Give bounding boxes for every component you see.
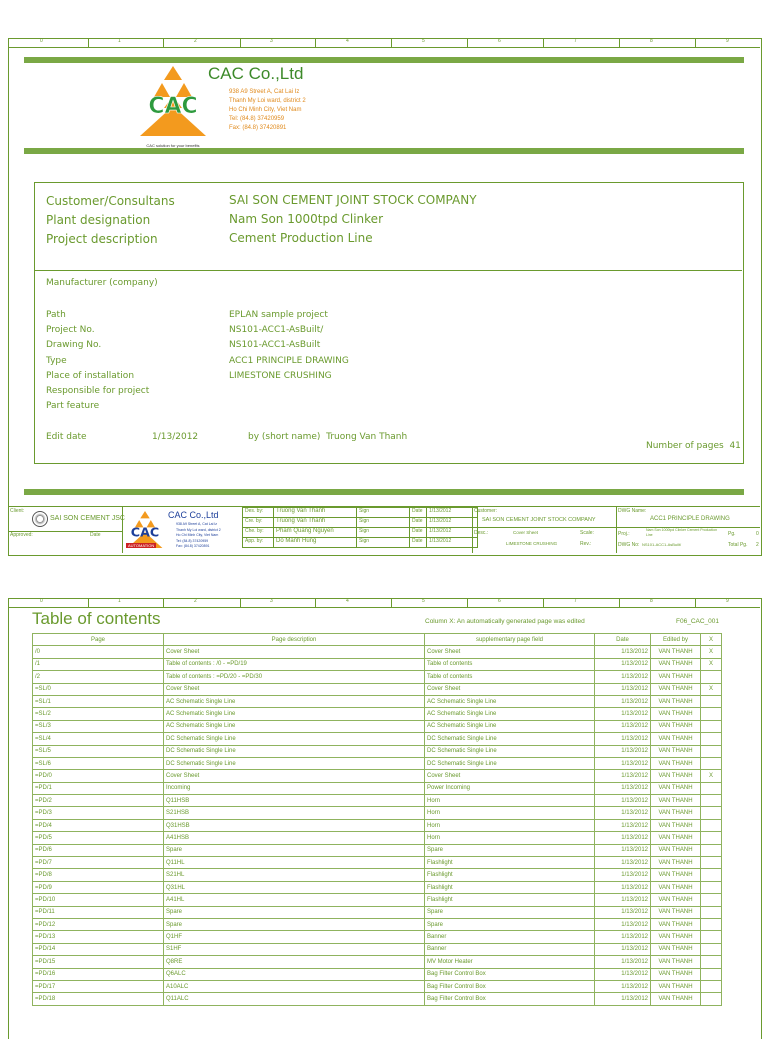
col-x-header: X <box>701 634 722 646</box>
table-row <box>33 733 722 745</box>
table-cell: Horn <box>425 819 595 831</box>
table-cell <box>701 695 722 707</box>
top-ruler-cover: 0 1 2 3 4 5 6 7 8 9 <box>8 38 760 48</box>
tb-client-name: SAI SON CEMENT JSC <box>50 515 125 522</box>
table-cell: VAN THANH <box>651 918 701 930</box>
tb-proj-value: Nam Son 1000tpd Clinker Cement Production Line <box>646 528 718 537</box>
tb-desc1: Cover Sheet <box>513 530 539 535</box>
table-cell: =PD/12 <box>33 918 164 930</box>
table-cell: DC Schematic Single Line <box>425 757 595 769</box>
tb-dwg-no: NS101-ACC1-AsBuilt/ <box>642 542 682 547</box>
field-values: EPLAN sample project NS101-ACC1-AsBuilt/ NS101-ACC1-AsBuilt ACC1 PRINCIPLE DRAWING LIMESTONE CRUSHING <box>229 310 349 381</box>
table-cell: Cover Sheet <box>164 646 425 658</box>
table-row <box>33 757 722 769</box>
table-cell: X <box>701 646 722 658</box>
table-cell: 1/13/2012 <box>595 918 651 930</box>
table-cell: =PD/4 <box>33 819 164 831</box>
table-cell <box>701 956 722 968</box>
tb-customer-value: SAI SON CEMENT JOINT STOCK COMPANY <box>482 517 596 523</box>
table-cell: =PD/11 <box>33 906 164 918</box>
header-top-bar <box>24 57 744 63</box>
table-cell: VAN THANH <box>651 695 701 707</box>
table-row <box>33 881 722 893</box>
table-cell: Q31HSB <box>164 819 425 831</box>
footer-bar <box>24 489 744 495</box>
table-cell: Bag Filter Control Box <box>425 993 595 1005</box>
table-cell: Cover Sheet <box>425 646 595 658</box>
table-cell: A10ALC <box>164 980 425 992</box>
table-row <box>33 819 722 831</box>
table-cell <box>701 757 722 769</box>
table-cell: =PD/13 <box>33 931 164 943</box>
table-cell: AC Schematic Single Line <box>164 720 425 732</box>
table-cell <box>701 894 722 906</box>
table-cell: Spare <box>425 844 595 856</box>
table-cell: S1HF <box>164 943 425 955</box>
table-cell: =PD/7 <box>33 857 164 869</box>
tb-pg-label: Pg. <box>728 531 736 537</box>
table-cell <box>701 980 722 992</box>
table-cell: /2 <box>33 671 164 683</box>
tb-date: Date <box>90 532 101 538</box>
table-row <box>33 695 722 707</box>
table-cell: =SL/4 <box>33 733 164 745</box>
table-cell: Table of contents <box>425 658 595 670</box>
table-cell: Horn <box>425 832 595 844</box>
table-cell <box>701 918 722 930</box>
table-cell: Flashlight <box>425 869 595 881</box>
top-ruler-toc: 0 1 2 3 4 5 6 7 8 9 <box>8 598 760 608</box>
table-cell: 1/13/2012 <box>595 857 651 869</box>
table-cell: AC Schematic Single Line <box>164 695 425 707</box>
table-cell: 1/13/2012 <box>595 671 651 683</box>
table-cell: 1/13/2012 <box>595 956 651 968</box>
table-cell: Horn <box>425 807 595 819</box>
tb-dwg-name-label: DWG Name: <box>618 508 647 514</box>
table-row <box>33 980 722 992</box>
table-cell: =PD/8 <box>33 869 164 881</box>
table-cell: Table of contents : =PD/20 - =PD/30 <box>164 671 425 683</box>
table-cell: VAN THANH <box>651 708 701 720</box>
tb-rev-label: Rev.: <box>580 541 592 547</box>
table-row <box>33 931 722 943</box>
table-row <box>33 795 722 807</box>
table-cell: =PD/15 <box>33 956 164 968</box>
table-cell <box>701 745 722 757</box>
table-cell: AC Schematic Single Line <box>425 695 595 707</box>
table-cell: 1/13/2012 <box>595 881 651 893</box>
table-cell: 1/13/2012 <box>595 646 651 658</box>
table-cell: VAN THANH <box>651 646 701 658</box>
table-cell: VAN THANH <box>651 782 701 794</box>
table-cell: =SL/1 <box>33 695 164 707</box>
project-labels: Customer/Consultans Plant designation Project description <box>46 194 175 246</box>
table-cell: 1/13/2012 <box>595 819 651 831</box>
table-row <box>33 770 722 782</box>
table-cell: X <box>701 658 722 670</box>
table-cell <box>701 782 722 794</box>
table-cell: =PD/6 <box>33 844 164 856</box>
table-cell: VAN THANH <box>651 819 701 831</box>
table-cell: Q11HL <box>164 857 425 869</box>
table-cell <box>701 931 722 943</box>
table-cell: 1/13/2012 <box>595 683 651 695</box>
table-cell: Power Incoming <box>425 782 595 794</box>
table-cell: VAN THANH <box>651 745 701 757</box>
toc-header-row <box>33 634 722 646</box>
table-cell: VAN THANH <box>651 844 701 856</box>
table-row <box>33 658 722 670</box>
table-cell <box>701 968 722 980</box>
company-address: 938 A9 Street A, Cat Lai Iz Thanh My Loi ward, district 2 Ho Chi Minh City, Viet Nam Tel: (84.8) 37420959 Fax: (84.8) 37420891 <box>229 89 306 131</box>
table-cell: Q11HSB <box>164 795 425 807</box>
table-row <box>33 720 722 732</box>
table-cell: VAN THANH <box>651 943 701 955</box>
tb-total-value: 2 <box>756 542 759 548</box>
table-cell: Q31HL <box>164 881 425 893</box>
table-row <box>33 968 722 980</box>
manufacturer-label: Manufacturer (company) <box>46 278 158 288</box>
table-cell: =SL/6 <box>33 757 164 769</box>
table-cell: 1/13/2012 <box>595 708 651 720</box>
table-cell: S21HL <box>164 869 425 881</box>
table-row <box>33 857 722 869</box>
table-cell <box>701 881 722 893</box>
table-cell: 1/13/2012 <box>595 733 651 745</box>
table-cell: Q1HF <box>164 931 425 943</box>
table-row <box>33 782 722 794</box>
logo-slogan: CAC solution for your benefits <box>146 143 200 148</box>
table-cell: 1/13/2012 <box>595 695 651 707</box>
table-cell: S21HSB <box>164 807 425 819</box>
table-cell <box>701 993 722 1005</box>
table-cell: =SL/3 <box>33 720 164 732</box>
table-row <box>33 918 722 930</box>
table-cell: =PD/18 <box>33 993 164 1005</box>
table-row <box>33 646 722 658</box>
tb-signatures: Des. by: Truong Van Thanh Sign Date 1/13/2012 Cre. by: Truong Van Thanh Sign Date 1/13/2012 Che. by: Pham Quang Nguyen Sign Date 1/13/2012 App. by: Do Manh Hung Sign Date 1/13/2012 <box>242 507 478 548</box>
table-row <box>33 906 722 918</box>
table-cell <box>701 733 722 745</box>
table-cell <box>701 857 722 869</box>
number-of-pages: Number of pages 41 <box>646 441 741 451</box>
table-cell: VAN THANH <box>651 733 701 745</box>
table-cell: Cover Sheet <box>425 770 595 782</box>
tb-client: Client: <box>10 508 25 514</box>
table-row <box>33 894 722 906</box>
table-cell: VAN THANH <box>651 931 701 943</box>
table-cell: 1/13/2012 <box>595 943 651 955</box>
table-cell: VAN THANH <box>651 671 701 683</box>
logo-text: CAC <box>148 94 198 119</box>
table-cell: Q11ALC <box>164 993 425 1005</box>
table-cell: Horn <box>425 795 595 807</box>
table-cell: AC Schematic Single Line <box>425 720 595 732</box>
tb-dwg-no-label: DWG No: <box>618 542 640 548</box>
table-cell: 1/13/2012 <box>595 832 651 844</box>
table-cell: /1 <box>33 658 164 670</box>
table-cell <box>701 832 722 844</box>
edit-date-value: 1/13/2012 <box>152 432 199 442</box>
header-bottom-bar <box>24 148 744 154</box>
table-cell: 1/13/2012 <box>595 931 651 943</box>
table-cell: Table of contents : /0 - =PD/19 <box>164 658 425 670</box>
table-cell: VAN THANH <box>651 658 701 670</box>
tb-dwg-name: ACC1 PRINCIPLE DRAWING <box>650 516 730 522</box>
table-cell: 1/13/2012 <box>595 720 651 732</box>
edit-date-label: Edit date <box>46 432 87 442</box>
tb-proj-label: Proj.: <box>618 531 630 537</box>
table-cell <box>701 943 722 955</box>
table-cell: A41HL <box>164 894 425 906</box>
table-row <box>33 807 722 819</box>
table-cell: =PD/9 <box>33 881 164 893</box>
table-cell: X <box>701 770 722 782</box>
by-value: Truong Van Thanh <box>326 432 408 442</box>
table-cell: DC Schematic Single Line <box>425 745 595 757</box>
table-cell: VAN THANH <box>651 993 701 1005</box>
tb-desc-label: Desc.: <box>474 530 489 536</box>
table-row <box>33 993 722 1005</box>
table-cell: Spare <box>164 906 425 918</box>
table-cell: Q8RE <box>164 956 425 968</box>
table-cell: =PD/3 <box>33 807 164 819</box>
tb-automation: AUTOMATION <box>128 543 155 548</box>
svg-text:CAC: CAC <box>130 524 160 540</box>
table-cell <box>701 720 722 732</box>
table-cell: =SL/0 <box>33 683 164 695</box>
table-cell: Banner <box>425 931 595 943</box>
company-name: CAC Co.,Ltd <box>208 64 304 83</box>
table-cell: Spare <box>425 906 595 918</box>
table-cell: /0 <box>33 646 164 658</box>
col-date-header: Date <box>595 634 651 646</box>
table-cell: VAN THANH <box>651 956 701 968</box>
table-cell: VAN THANH <box>651 770 701 782</box>
table-cell: 1/13/2012 <box>595 782 651 794</box>
table-cell: VAN THANH <box>651 807 701 819</box>
table-cell: 1/13/2012 <box>595 745 651 757</box>
table-row <box>33 832 722 844</box>
table-cell: VAN THANH <box>651 832 701 844</box>
table-cell: Spare <box>164 844 425 856</box>
table-cell: Banner <box>425 943 595 955</box>
table-cell: VAN THANH <box>651 869 701 881</box>
table-cell <box>701 795 722 807</box>
table-cell: =PD/2 <box>33 795 164 807</box>
table-cell: MV Motor Heater <box>425 956 595 968</box>
table-cell: =PD/10 <box>33 894 164 906</box>
table-cell: 1/13/2012 <box>595 968 651 980</box>
table-cell: 1/13/2012 <box>595 906 651 918</box>
table-cell: =PD/5 <box>33 832 164 844</box>
table-row <box>33 943 722 955</box>
table-cell: =SL/5 <box>33 745 164 757</box>
toc-note: Column X: An automatically generated page was edited <box>425 618 585 625</box>
table-cell: =PD/0 <box>33 770 164 782</box>
table-cell: Q6ALC <box>164 968 425 980</box>
tb-desc2: LIMESTONE CRUSHING <box>506 541 558 546</box>
tb-scale-label: Scale: <box>580 530 594 536</box>
table-cell: =SL/2 <box>33 708 164 720</box>
table-cell: X <box>701 683 722 695</box>
table-row <box>33 956 722 968</box>
col-supp-header: supplementary page field <box>425 634 595 646</box>
table-cell <box>701 869 722 881</box>
table-cell: Cover Sheet <box>164 770 425 782</box>
table-cell: VAN THANH <box>651 795 701 807</box>
table-row <box>33 869 722 881</box>
table-cell: 1/13/2012 <box>595 894 651 906</box>
table-cell <box>701 671 722 683</box>
table-cell: 1/13/2012 <box>595 795 651 807</box>
table-row <box>33 708 722 720</box>
cac-triangle-logo-icon <box>138 66 208 138</box>
table-cell <box>701 844 722 856</box>
table-cell: A41HSB <box>164 832 425 844</box>
table-cell: 1/13/2012 <box>595 807 651 819</box>
title-block <box>8 506 760 553</box>
table-cell: DC Schematic Single Line <box>164 733 425 745</box>
table-cell <box>701 906 722 918</box>
tb-customer-label: Customer: <box>474 508 498 514</box>
tb-approved: Approved: <box>10 532 33 538</box>
table-row <box>33 683 722 695</box>
table-cell: AC Schematic Single Line <box>164 708 425 720</box>
table-cell <box>701 708 722 720</box>
table-cell: DC Schematic Single Line <box>164 745 425 757</box>
table-cell: 1/13/2012 <box>595 844 651 856</box>
table-row <box>33 671 722 683</box>
col-desc-header: Page description <box>164 634 425 646</box>
table-cell <box>701 807 722 819</box>
table-cell: VAN THANH <box>651 857 701 869</box>
table-cell: Bag Filter Control Box <box>425 968 595 980</box>
table-cell: =PD/16 <box>33 968 164 980</box>
table-cell: Flashlight <box>425 881 595 893</box>
table-cell: 1/13/2012 <box>595 770 651 782</box>
table-cell: Cover Sheet <box>164 683 425 695</box>
table-cell: Spare <box>164 918 425 930</box>
table-cell: 1/13/2012 <box>595 869 651 881</box>
table-cell: 1/13/2012 <box>595 980 651 992</box>
by-label: by (short name) Truong Van Thanh <box>248 432 408 442</box>
table-cell: Flashlight <box>425 857 595 869</box>
table-cell: VAN THANH <box>651 906 701 918</box>
table-cell: Spare <box>425 918 595 930</box>
project-info-sep <box>34 270 742 271</box>
table-cell: 1/13/2012 <box>595 658 651 670</box>
tb-company-name: CAC Co.,Ltd <box>168 510 219 520</box>
table-cell: VAN THANH <box>651 968 701 980</box>
tb-pg-value: 0 <box>756 531 759 537</box>
table-cell: =PD/14 <box>33 943 164 955</box>
table-cell: DC Schematic Single Line <box>425 733 595 745</box>
table-cell: Cover Sheet <box>425 683 595 695</box>
project-values: SAI SON CEMENT JOINT STOCK COMPANY Nam Son 1000tpd Clinker Cement Production Line <box>229 193 477 245</box>
cac-logo <box>138 66 208 148</box>
table-cell: Incoming <box>164 782 425 794</box>
table-row <box>33 745 722 757</box>
toc-table <box>32 633 722 1006</box>
col-edited-header: Edited by <box>651 634 701 646</box>
tb-total-label: Total Pg. <box>728 542 748 548</box>
table-cell: =PD/1 <box>33 782 164 794</box>
table-cell: VAN THANH <box>651 881 701 893</box>
toc-title: Table of contents <box>32 609 161 628</box>
table-cell: 1/13/2012 <box>595 993 651 1005</box>
table-cell: Flashlight <box>425 894 595 906</box>
table-cell: VAN THANH <box>651 683 701 695</box>
table-cell: 1/13/2012 <box>595 757 651 769</box>
client-logo-icon <box>32 511 48 527</box>
table-cell: VAN THANH <box>651 757 701 769</box>
table-cell: DC Schematic Single Line <box>164 757 425 769</box>
table-cell: VAN THANH <box>651 894 701 906</box>
table-cell: =PD/17 <box>33 980 164 992</box>
table-row <box>33 844 722 856</box>
table-cell <box>701 819 722 831</box>
table-cell: AC Schematic Single Line <box>425 708 595 720</box>
table-cell: Bag Filter Control Box <box>425 980 595 992</box>
field-labels: Path Project No. Drawing No. Type Place of installation Responsible for project Part feature <box>46 310 150 412</box>
table-cell: Table of contents <box>425 671 595 683</box>
col-page-header: Page <box>33 634 164 646</box>
toc-code: F06_CAC_001 <box>676 618 719 625</box>
table-cell: VAN THANH <box>651 720 701 732</box>
tb-company-addr: 938 A9 Street A, Cat Lai Iz Thanh My Loi ward, district 2 Ho Chi Minh City, Viet Nam Tel: (84.8) 37420959 Fax: (84.8) 37420891 <box>176 522 221 548</box>
table-cell: VAN THANH <box>651 980 701 992</box>
